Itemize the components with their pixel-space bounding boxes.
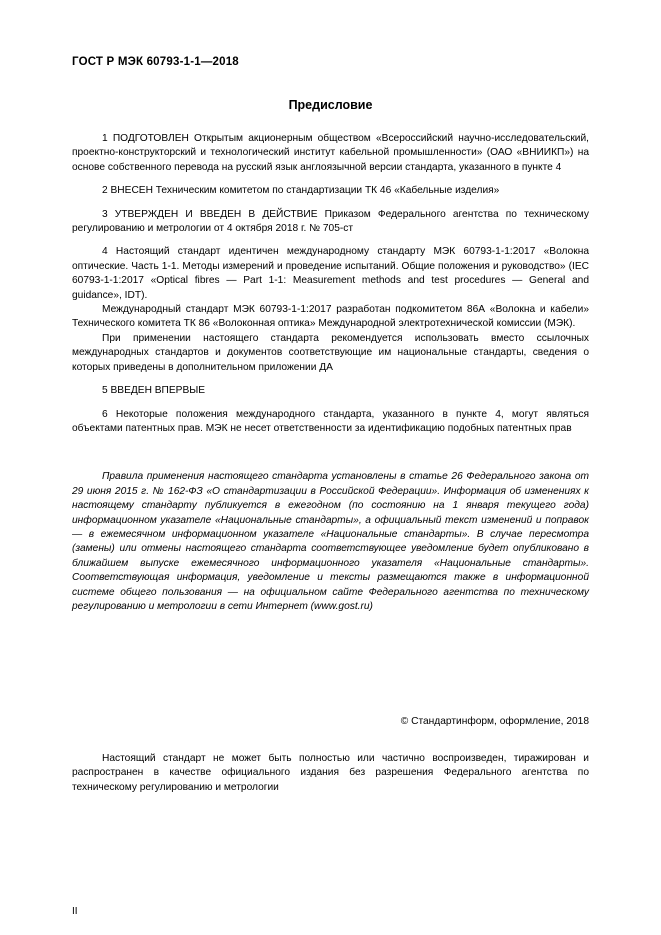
paragraph-item-4-note-1: Международный стандарт МЭК 60793-1-1:2017 разработан подкомитетом 86А «Волокна и кабели» Технического комитета ТК 86 «Волоконная оптика» Международной электротехнической комиссии (МЭК). bbox=[72, 304, 589, 330]
paragraph-item-1: 1 ПОДГОТОВЛЕН Открытым акционерным обществом «Всероссийский научно-исследовательский, проектно-конструкторский и технологический институт кабельной промышленности» (ОАО «ВНИИКП») на основе собственного перевода на русский язык англоязычной версии стандарта, указанного в пункте 4 bbox=[72, 133, 589, 173]
vertical-spacer-small bbox=[72, 730, 589, 752]
reproduction-notice: Настоящий стандарт не может быть полностью или частично воспроизведен, тиражирован и распространен в качестве официального издания без разрешения Федерального агентства по техническому регулированию и метрологии bbox=[72, 752, 589, 793]
page-number: II bbox=[72, 906, 78, 917]
application-rules-text: Правила применения настоящего стандарта установлены в статье 26 Федерального закона от 29 июня 2015 г. № 162-ФЗ «О стандартизации в Российской Федерации». Информация об изменениях к настоящему стандарту публикуется в ежегодном (по состоянию на 1 января текущего года) информационном указателе «Национальные стандарты», а официальный текст изменений и поправок — в ежемесячном информационном указателе «Национальные стандарты». В случае пересмотра (замены) или отмены настоящего стандарта соответствующее уведомление будет опубликовано в ближайшем выпуске ежемесячного информационного указателя «Национальные стандарты». Соответствующая информация, уведомление и тексты размещаются также в информационной системе общего пользования — на официальном сайте Федерального агентства по техническому регулированию и метрологии в сети Интернет (www.gost.ru) bbox=[72, 471, 589, 612]
paragraph-item-2: 2 ВНЕСЕН Техническим комитетом по стандартизации ТК 46 «Кабельные изделия» bbox=[102, 185, 500, 197]
page-title: Предисловие bbox=[288, 98, 373, 112]
application-rules-notice bbox=[72, 470, 589, 614]
paragraph-item-5: 5 ВВЕДЕН ВПЕРВЫЕ bbox=[102, 385, 206, 397]
paragraph-item-3: 3 УТВЕРЖДЕН И ВВЕДЕН В ДЕЙСТВИЕ Приказом Федерального агентства по техническому регулированию и метрологии от 4 октября 2018 г. № 705-ст bbox=[72, 208, 589, 235]
paragraph-item-4: 4 Настоящий стандарт идентичен международному стандарту МЭК 60793-1-1:2017 «Волокна оптические. Часть 1-1. Методы измерений и проведение испытаний. Общие положения и руководство» (IEC 60793-1-1:2017 «Optical fibres — Part 1-1: Measurement methods and test procedures — General and guidance», IDT). bbox=[72, 246, 589, 301]
paragraph-item-6: 6 Некоторые положения международного стандарта, указанного в пункте 4, могут являться объектами патентных прав. МЭК не несет ответственности за идентификацию подобных патентных прав bbox=[72, 408, 589, 434]
copyright-line: © Стандартинформ, оформление, 2018 bbox=[400, 716, 589, 728]
standard-designation-header: ГОСТ Р МЭК 60793-1-1—2018 bbox=[72, 56, 239, 68]
vertical-spacer bbox=[72, 623, 589, 715]
paragraph-item-4-note-2: При применении настоящего стандарта рекомендуется использовать вместо ссылочных международных стандартов и документов соответствующие им национальные стандарты, сведения о которых приведены в дополнительном приложении ДА bbox=[72, 332, 589, 373]
